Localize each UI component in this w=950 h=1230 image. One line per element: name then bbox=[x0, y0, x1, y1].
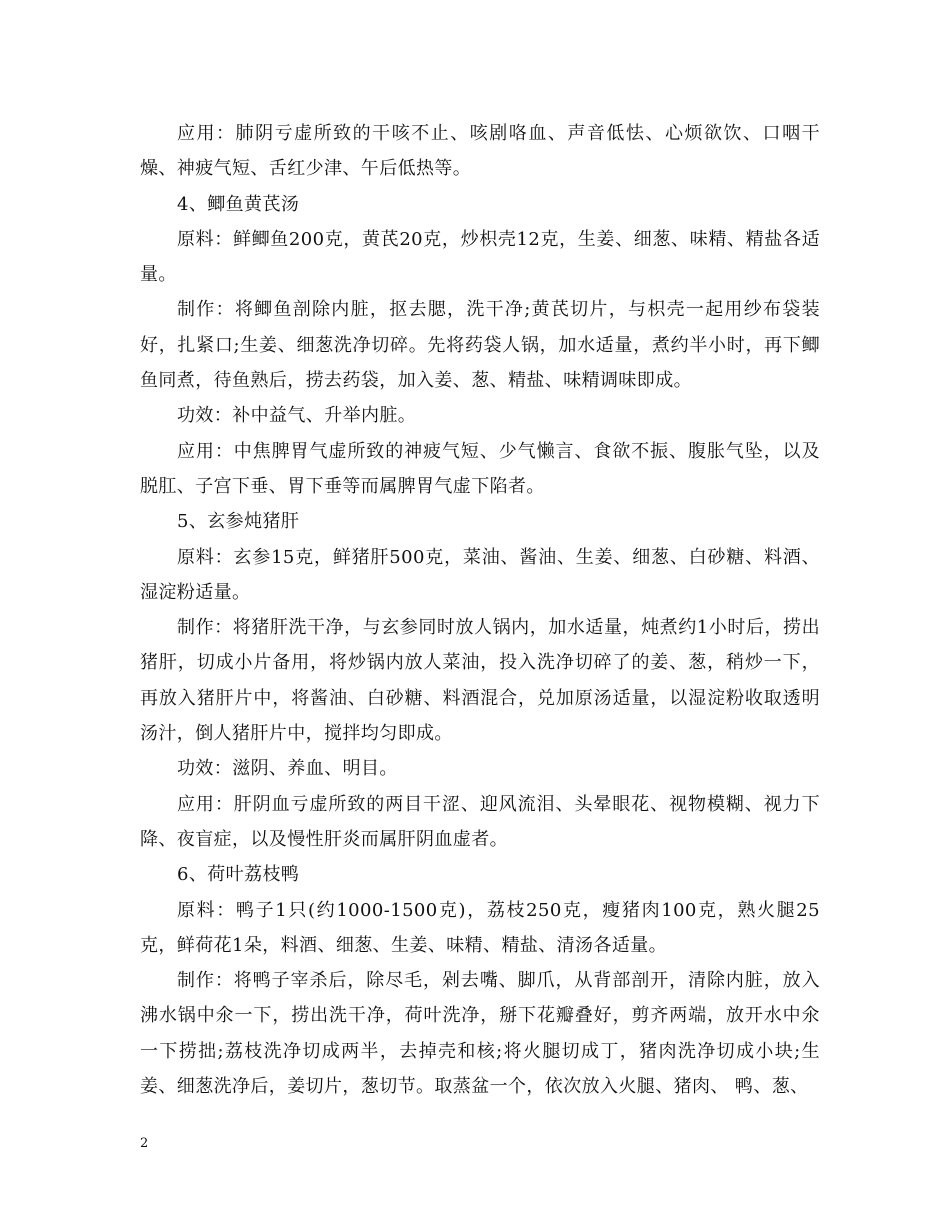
heading-pork-liver: 5、玄参炖猪肝 bbox=[177, 511, 300, 533]
paragraph-application-lung: 应用：肺阴亏虚所致的干咳不止、咳剧咯血、声音低怯、心烦欲饮、口咽干燥、神疲气短、舌红少津、午后低热等。 bbox=[140, 123, 820, 180]
paragraph-ingredients-carp: 原料：鲜鲫鱼200克，黄芪20克，炒枳壳12克，生姜、细葱、味精、精盐各适量。 bbox=[140, 228, 820, 286]
paragraph-effect-carp: 功效：补中益气、升举内脏。 bbox=[177, 405, 417, 427]
paragraph-application-liver: 应用：肝阴血亏虚所致的两目干涩、迎风流泪、头晕眼花、视物模糊、视力下降、夜盲症，以及慢性肝炎而属肝阴血虚者。 bbox=[140, 793, 820, 850]
heading-lotus-lychee-duck: 6、荷叶荔枝鸭 bbox=[177, 864, 300, 886]
paragraph-method-carp: 制作：将鲫鱼剖除内脏，抠去腮，洗干净;黄芪切片，与枳壳一起用纱布袋装好，扎紧口;生姜、细葱洗净切碎。先将药袋人锅，加水适量，煮约半小时，再下鲫鱼同煮，待鱼熟后，捞去药袋，加入姜、葱、精盐、味精调味即成。 bbox=[140, 299, 820, 392]
paragraph-ingredients-duck: 原料：鸭子1只(约1000-1500克)，荔枝250克，瘦猪肉100克，熟火腿25克，鲜荷花1朵，料酒、细葱、生姜、味精、精盐、清汤各适量。 bbox=[140, 899, 820, 956]
document-body bbox=[140, 116, 820, 1104]
paragraph-method-liver: 制作：将猪肝洗干净，与玄参同时放人锅内，加水适量，炖煮约1小时后，捞出猪肝，切成小片备用，将炒锅内放人菜油，投入洗净切碎了的姜、葱，稍炒一下，再放入猪肝片中，将酱油、白砂糖、料酒混合，兑加原汤适量，以湿淀粉收取透明汤汁，倒人猪肝片中，搅拌均匀即成。 bbox=[140, 617, 820, 745]
page-number: 2 bbox=[140, 1136, 149, 1151]
paragraph-method-duck: 制作：将鸭子宰杀后，除尽毛，剁去嘴、脚爪，从背部剖开，清除内脏，放入沸水锅中氽一下，捞出洗干净，荷叶洗净，掰下花瓣叠好，剪齐两端，放开水中氽一下捞拙;荔枝洗净切成两半，去掉壳和核;将火腿切成丁，猪肉洗净切成小块;生姜、细葱洗净后，姜切片，葱切节。取蒸盆一个，依次放入火腿、猪肉、 鸭、葱、 bbox=[140, 970, 820, 1098]
paragraph-ingredients-liver: 原料：玄参15克，鲜猪肝500克，菜油、酱油、生姜、细葱、白砂糖、料酒、湿淀粉适量。 bbox=[140, 546, 820, 603]
heading-crucian-carp-soup: 4、鲫鱼黄芪汤 bbox=[177, 193, 300, 215]
paragraph-effect-liver: 功效：滋阴、养血、明目。 bbox=[177, 758, 398, 780]
paragraph-application-carp: 应用：中焦脾胃气虚所致的神疲气短、少气懒言、食欲不振、腹胀气坠，以及脱肛、子宫下垂、胃下垂等而属脾胃气虚下陷者。 bbox=[140, 440, 820, 497]
